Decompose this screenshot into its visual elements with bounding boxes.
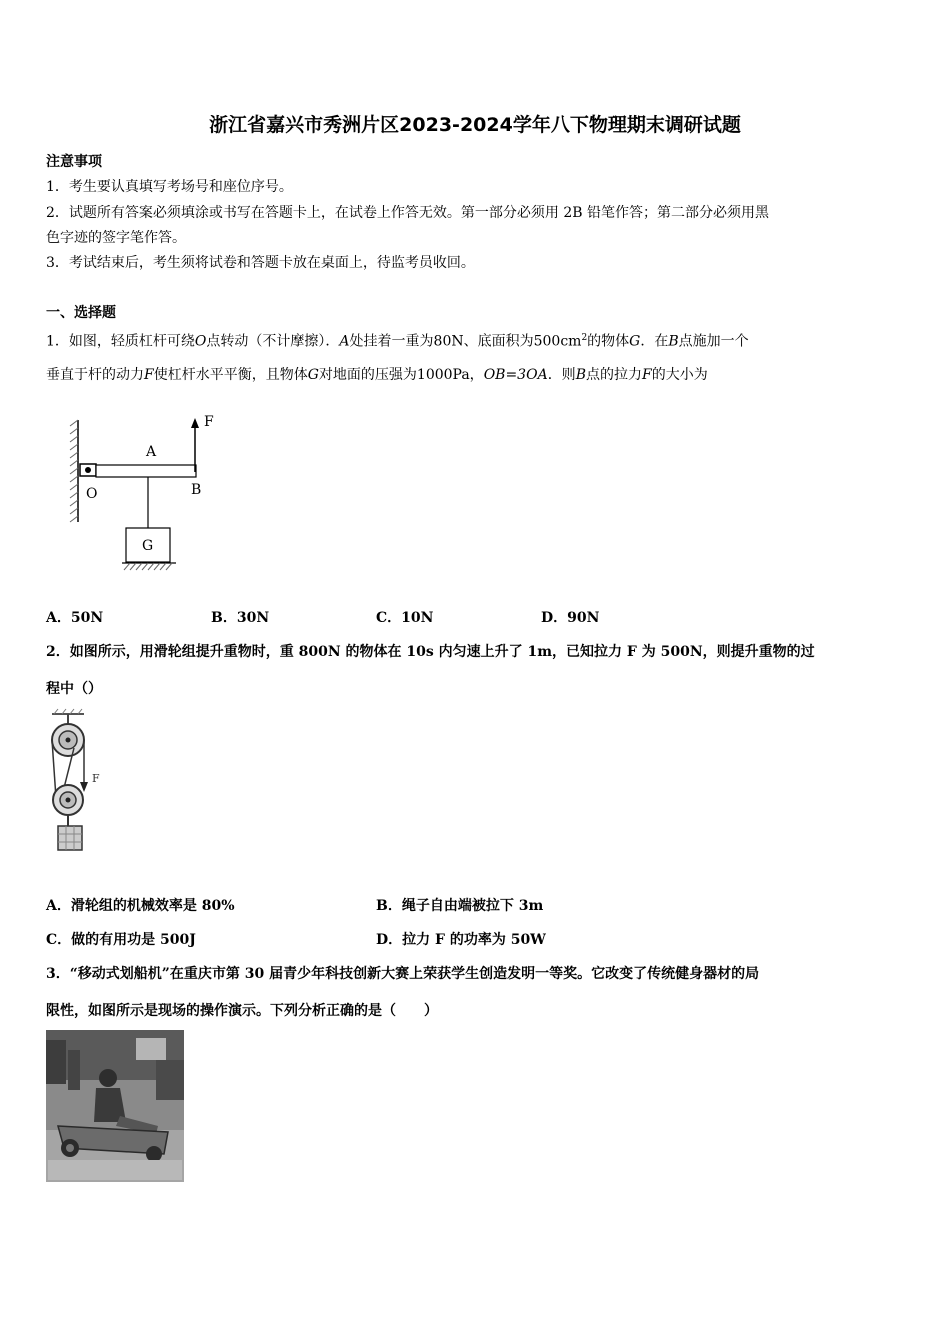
- q2-option-c: C．做的有用功是 500J: [46, 932, 196, 948]
- question-1-line-1: 1．如图，轻质杠杆可绕O点转动（不计摩擦）．A处挂着一重为80N、底面积为$500cm^2$的物体G．在B点施加一个: [46, 333, 749, 350]
- q1-option-c: C．10N: [376, 610, 434, 626]
- notice-item: 色字迹的签字笔作答。: [46, 230, 186, 246]
- q2-option-d: D．拉力 F 的功率为 50W: [376, 932, 546, 948]
- q1-option-d: D．90N: [541, 610, 600, 626]
- lever-diagram: [66, 410, 226, 580]
- q1-option-b: B．30N: [211, 610, 270, 626]
- label-A: A: [146, 444, 157, 460]
- question-3-line-1: 3．“移动式划船机”在重庆市第 30 届青少年科技创新大赛上荣获学生创造发明一等奖。它改变了传统健身器材的局: [46, 966, 760, 982]
- label-G: G: [142, 538, 154, 554]
- question-3-line-2: 限性，如图所示是现场的操作演示。下列分析正确的是（ ）: [46, 1003, 438, 1019]
- pulley-diagram: [44, 708, 114, 858]
- question-2-line-1: 2．如图所示，用滑轮组提升重物时，重 800N 的物体在 10s 内匀速上升了 1m，已知拉力 F 为 500N，则提升重物的过: [46, 644, 815, 660]
- q2-option-a: A．滑轮组的机械效率是 80%: [46, 898, 235, 914]
- section-heading: 一、选择题: [46, 305, 116, 321]
- q2-option-b: B．绳子自由端被拉下 3m: [376, 898, 544, 914]
- notice-item: 2．试题所有答案必须填涂或书写在答题卡上，在试卷上作答无效。第一部分必须用 2B 铅笔作答；第二部分必须用黑: [46, 205, 769, 221]
- notice-heading: 注意事项: [46, 154, 102, 170]
- label-B: B: [191, 482, 202, 498]
- label-O: O: [86, 486, 98, 502]
- question-2-line-2: 程中（）: [46, 681, 102, 697]
- label-F: F: [92, 772, 100, 785]
- q1-option-a: A．50N: [46, 610, 104, 626]
- question-1-line-2: 垂直于杆的动力F使杠杆水平平衡，且物体G对地面的压强为1000Pa，OB=3OA．则B点的拉力F的大小为: [46, 367, 708, 383]
- page-title: 浙江省嘉兴市秀洲片区2023-2024学年八下物理期末调研试题: [209, 114, 741, 136]
- notice-item: 3．考试结束后，考生须将试卷和答题卡放在桌面上，待监考员收回。: [46, 255, 475, 271]
- notice-item: 1．考生要认真填写考场号和座位序号。: [46, 179, 293, 195]
- rowing-machine-photo: [46, 1030, 184, 1182]
- label-F: F: [204, 414, 214, 430]
